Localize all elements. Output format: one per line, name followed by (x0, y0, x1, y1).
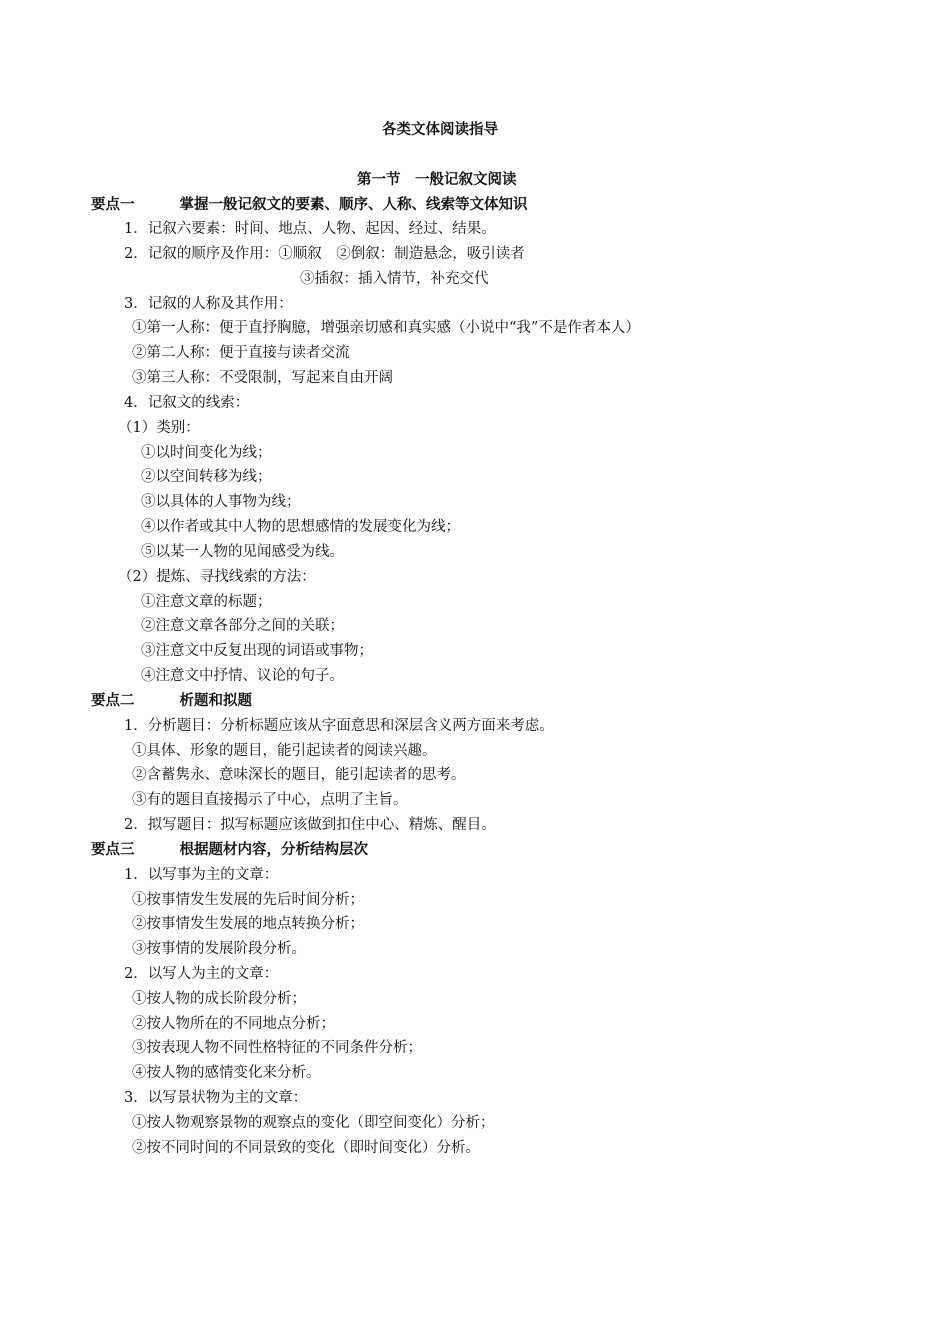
point3-line: ③按事情的发展阶段分析。 (132, 941, 306, 957)
point3-heading-row (91, 840, 368, 860)
section-title: 第一节 一般记叙文阅读 (357, 172, 517, 188)
point2-line: 2．拟写题目：拟写标题应该做到扣住中心、精炼、醒目。 (124, 817, 496, 833)
point1-line: ①第一人称：便于直抒胸臆，增强亲切感和真实感（小说中“我”不是作者本人） (132, 320, 640, 336)
point2-heading: 析题和拟题 (179, 693, 252, 709)
point1-label: 要点一 (91, 197, 135, 213)
point3-line: ④按人物的感情变化来分析。 (132, 1065, 321, 1081)
point2-line: ②含蓄隽永、意味深长的题目，能引起读者的思考。 (132, 767, 466, 783)
point2-line: ①具体、形象的题目，能引起读者的阅读兴趣。 (132, 743, 437, 759)
point1-line: ②第二人称：便于直接与读者交流 (132, 345, 350, 361)
point3-line: ①按事情发生发展的先后时间分析； (132, 892, 364, 908)
point2-line: 1．分析题目：分析标题应该从字面意思和深层含义两方面来考虑。 (124, 718, 554, 734)
point1-line: ②注意文章各部分之间的关联； (141, 618, 344, 634)
point3-label: 要点三 (91, 842, 135, 858)
point1-heading: 掌握一般记叙文的要素、顺序、人称、线索等文体知识 (179, 197, 528, 213)
point1-line: （2）提炼、寻找线索的方法： (118, 569, 316, 585)
point1-line: 4．记叙文的线索： (124, 395, 250, 411)
point1-line: 2．记叙的顺序及作用：①顺叙 ②倒叙：制造悬念，吸引读者 (124, 246, 525, 262)
doc-title: 各类文体阅读指导 (382, 122, 498, 138)
point1-line: （1）类别： (118, 420, 200, 436)
point1-line: ③注意文中反复出现的词语或事物； (141, 643, 373, 659)
point2-heading-row (91, 691, 252, 711)
point3-line: ②按人物所在的不同地点分析； (132, 1016, 335, 1032)
point1-line: ①以时间变化为线； (141, 445, 272, 461)
point1-line: ③以具体的人事物为线； (141, 494, 301, 510)
point3-line: ③按表现人物不同性格特征的不同条件分析； (132, 1040, 422, 1056)
point2-label: 要点二 (91, 693, 135, 709)
point3-line: ②按不同时间的不同景致的变化（即时间变化）分析。 (132, 1140, 480, 1156)
point3-line: 3．以写景状物为主的文章： (124, 1090, 308, 1106)
point1-line: ③第三人称：不受限制，写起来自由开阔 (132, 370, 393, 386)
point3-line: ②按事情发生发展的地点转换分析； (132, 916, 364, 932)
point1-line: ③插叙：插入情节，补充交代 (300, 271, 489, 287)
point1-line: ①注意文章的标题； (141, 594, 272, 610)
point1-line: ②以空间转移为线； (141, 469, 272, 485)
point3-line: 2．以写人为主的文章： (124, 966, 279, 982)
point1-line: ④以作者或其中人物的思想感情的发展变化为线； (141, 519, 460, 535)
point2-line: ③有的题目直接揭示了中心，点明了主旨。 (132, 792, 408, 808)
point1-line: 1．记叙六要素：时间、地点、人物、起因、经过、结果。 (124, 221, 496, 237)
point1-line: ④注意文中抒情、议论的句子。 (141, 668, 344, 684)
point3-line: ①按人物观察景物的观察点的变化（即空间变化）分析； (132, 1115, 495, 1131)
point1-line: ⑤以某一人物的见闻感受为线。 (141, 544, 344, 560)
point1-heading-row (91, 195, 528, 215)
point3-line: 1．以写事为主的文章： (124, 867, 279, 883)
point3-heading: 根据题材内容，分析结构层次 (179, 842, 368, 858)
point3-line: ①按人物的成长阶段分析； (132, 991, 306, 1007)
point1-line: 3．记叙的人称及其作用： (124, 296, 293, 312)
